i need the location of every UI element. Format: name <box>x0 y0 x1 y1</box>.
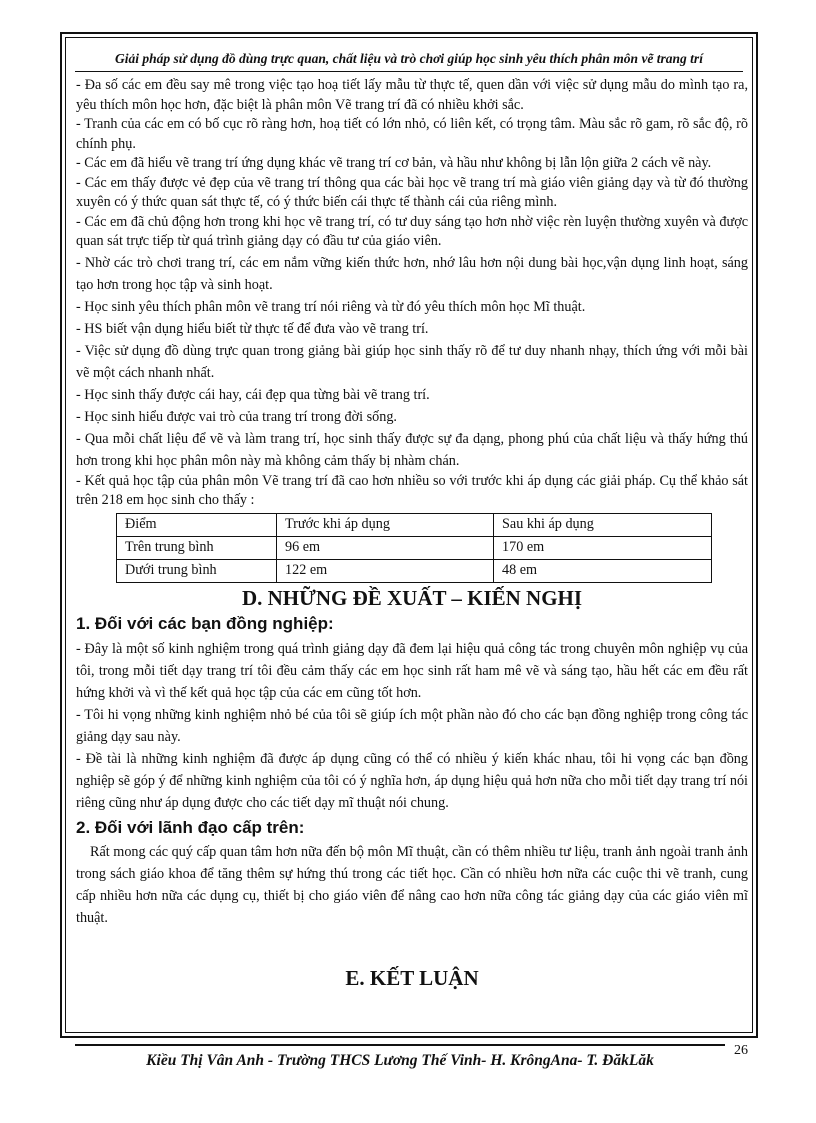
table-cell: 48 em <box>494 559 712 582</box>
results-item-4: - Các em thấy được vẻ đẹp của vẽ trang trí thông qua các bài học vẽ trang trí mà giáo viên giảng dạy và từ đó thường xuyên có ý thức quan sát thực tế, có ý thức biến cái thực tế thành cái của riêng mình. <box>76 174 748 210</box>
results-item-11: - Học sinh hiểu được vai trò của trang trí trong đời sống. <box>76 408 397 425</box>
table-header-row <box>117 513 712 536</box>
table-cell: 122 em <box>277 559 494 582</box>
leadership-paragraph: Rất mong các quý cấp quan tâm hơn nữa đến bộ môn Mĩ thuật, cần có thêm nhiều tư liệu, tranh ảnh ngoài tranh ảnh trong sách giáo khoa để tăng thêm sự hứng thú trong các tiết học. Cần có nhiều hơn nữa các cuộc thi vẽ tranh, cung cấp nhiều hơn nữa các dụng cụ, thiết bị cho giáo viên để nâng cao hơn nữa công tác giảng dạy của các giáo viên mĩ thuật. <box>76 844 748 926</box>
colleagues-item-1: - Đây là một số kinh nghiệm trong quá trình giảng dạy đã đem lại hiệu quả công tác trong chuyên môn nghiệp vụ của tôi, trong mỗi tiết dạy trang trí tôi đều cảm thấy các em học sinh rất ham mê vẽ và sáng tạo, hầu hết các em đều rất hứng khởi và vì thế kết quả học tập của các em cũng tốt hơn. <box>76 640 748 701</box>
results-item-7: - Học sinh yêu thích phân môn vẽ trang trí nói riêng và từ đó yêu thích môn học Mĩ thuật. <box>76 298 586 315</box>
results-item-3: - Các em đã hiểu vẽ trang trí ứng dụng khác vẽ trang trí cơ bản, và hầu như không bị lẫn lộn giữa 2 cách vẽ này. <box>76 155 712 171</box>
section-e-title: E. KẾT LUẬN <box>345 966 479 990</box>
table-cell: 170 em <box>494 536 712 559</box>
table-header-cell: Điểm <box>117 513 277 536</box>
subsection-1-title: 1. Đối với các bạn đồng nghiệp: <box>76 614 334 633</box>
table-cell: Trên trung bình <box>117 536 277 559</box>
results-item-6: - Nhờ các trò chơi trang trí, các em nắm vững kiến thức hơn, nhớ lâu hơn nội dung bài học,vận dụng linh hoạt, sáng tạo hơn trong học tập và sinh hoạt. <box>76 254 748 293</box>
results-item-2: - Tranh của các em có bố cục rõ ràng hơn, hoạ tiết có lớn nhỏ, có liên kết, có trọng tâm. Màu sắc rõ gam, rõ sắc độ, rõ chính phụ. <box>76 116 748 152</box>
page-header: Giải pháp sử dụng đồ dùng trực quan, chất liệu và trò chơi giúp học sinh yêu thích phân môn vẽ trang trí <box>115 51 703 66</box>
results-item-10: - Học sinh thấy được cái hay, cái đẹp qua từng bài vẽ trang trí. <box>76 386 430 403</box>
table-cell: Dưới trung bình <box>117 559 277 582</box>
table-cell: 96 em <box>277 536 494 559</box>
section-d-title: D. NHỮNG ĐỀ XUẤT – KIẾN NGHỊ <box>241 585 583 610</box>
results-item-9: - Việc sử dụng đồ dùng trực quan trong giảng bài giúp học sinh thấy rõ để tư duy nhanh nhạy, thích ứng với mỗi bài vẽ một cách nhanh nhất. <box>76 342 748 381</box>
table-header-cell: Sau khi áp dụng <box>494 513 712 536</box>
page-number: 26 <box>734 1043 748 1058</box>
results-table <box>116 513 712 583</box>
colleagues-item-3: - Đề tài là những kinh nghiệm đã được áp dụng cũng có thể có nhiều ý kiến khác nhau, tôi hi vọng các bạn đồng nghiệp sẽ góp ý để những kinh nghiệm của tôi có ý nghĩa hơn, áp dụng hiệu quả hơn nữa cho mỗi tiết dạy trang trí nói riêng cũng như áp dụng được cho các tiết dạy mĩ thuật nói chung. <box>76 750 748 811</box>
subsection-2-title: 2. Đối với lãnh đạo cấp trên: <box>76 817 305 837</box>
page-footer: Kiều Thị Vân Anh - Trường THCS Lương Thế Vinh- H. KrôngAna- T. ĐăkLăk <box>146 1052 654 1069</box>
table-header-cell: Trước khi áp dụng <box>277 513 494 536</box>
header-divider <box>75 71 743 72</box>
footer-divider <box>75 1044 725 1046</box>
page-content <box>76 76 748 989</box>
results-item-8: - HS biết vận dụng hiểu biết từ thực tế để đưa vào vẽ trang trí. <box>76 320 429 337</box>
results-item-12: - Qua mỗi chất liệu để vẽ và làm trang trí, học sinh thấy được sự đa dạng, phong phú của chất liệu và thấy hứng thú hơn trong khi học phân môn này mà không cảm thấy bị nhàm chán. <box>76 430 748 469</box>
results-item-1: - Đa số các em đều say mê trong việc tạo hoạ tiết lấy mẫu từ thực tế, quen dần với việc sử dụng mẫu do mình tạo ra, yêu thích môn học hơn, đặc biệt là phân môn Vẽ trang trí đã có nhiều khởi sắc. <box>76 77 748 113</box>
colleagues-item-2: - Tôi hi vọng những kinh nghiệm nhỏ bé của tôi sẽ giúp ích một phần nào đó cho các bạn đồng nghiệp trong công tác giảng dạy sau này. <box>76 706 748 745</box>
results-item-5: - Các em đã chủ động hơn trong khi học vẽ trang trí, có tư duy sáng tạo hơn nhờ việc rèn luyện thường xuyên và được quan sát trực tiếp từ quá trình giảng dạy có đầu tư của giáo viên. <box>76 213 748 249</box>
table-row <box>117 536 712 559</box>
table-row <box>117 559 712 582</box>
results-item-13: - Kết quả học tập của phân môn Vẽ trang trí đã cao hơn nhiều so với trước khi áp dụng các giải pháp. Cụ thể khảo sát trên 218 em học sinh cho thấy : <box>76 472 748 508</box>
